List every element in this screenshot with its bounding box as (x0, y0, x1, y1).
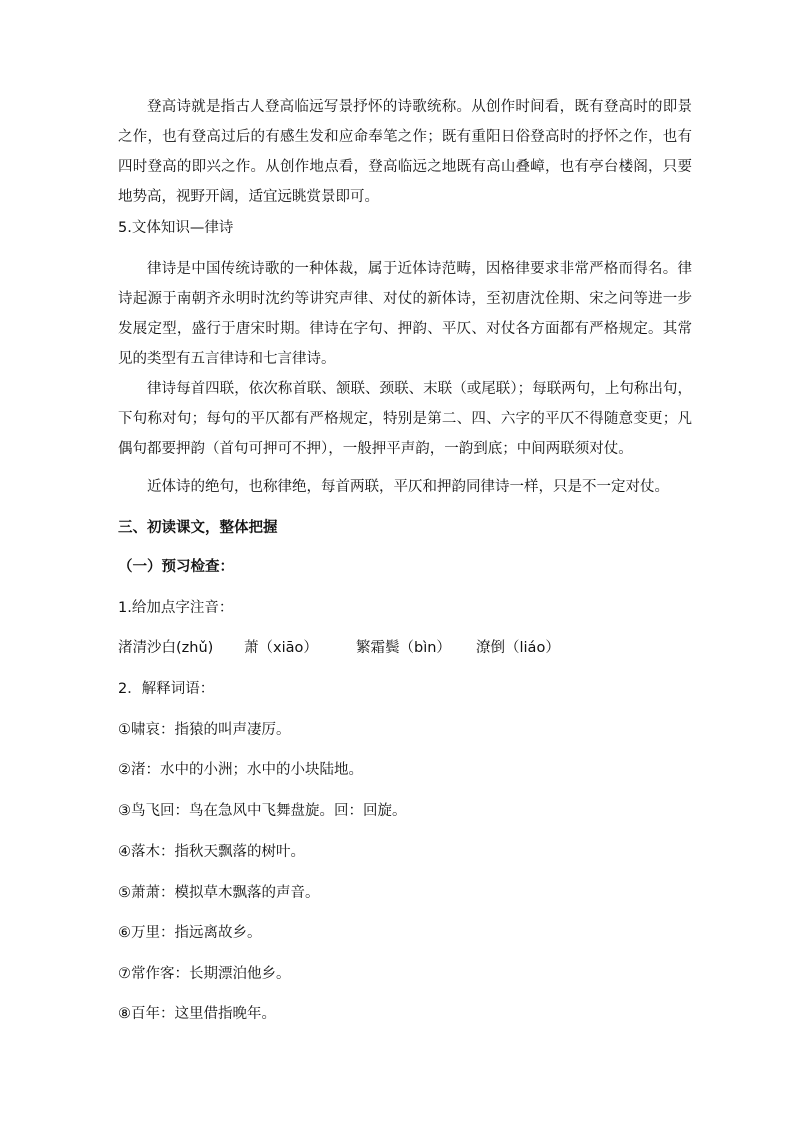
pinyin-item: 萧（xiāo） (244, 640, 318, 656)
definition-item: ⑤萧萧：模拟草木飘落的声音。 (118, 885, 320, 901)
definition-item: ⑥万里：指远离故乡。 (118, 925, 262, 941)
question-1-heading: 1.给加点字注音： (118, 600, 234, 616)
definition-item: ⑦常作客：长期漂泊他乡。 (118, 966, 291, 982)
pinyin-item: 渚清沙白(zhǔ) (118, 640, 214, 656)
intro-paragraph: 登高诗就是指古人登高临远写景抒怀的诗歌统称。从创作时间看，既有登高时的即景之作，也有登高过后的有感生发和应命奉笔之作；既有重阳日俗登高时的抒怀之作，也有四时登高的即兴之作。从创作地点看，登高临远之地既有高山叠嶂，也有亭台楼阁，只要地势高，视野开阔，适宜远眺赏景即可。 (118, 99, 692, 205)
lushi-paragraph-1: 律诗是中国传统诗歌的一种体裁，属于近体诗范畴，因格律要求非常严格而得名。律诗起源于南朝齐永明时沈约等讲究声律、对仗的新体诗，至初唐沈佺期、宋之问等进一步发展定型，盛行于唐宋时期。律诗在字句、押韵、平仄、对仗各方面都有严格规定。其常见的类型有五言律诗和七言律诗。 (118, 261, 692, 367)
definition-item: ①啸哀：指猿的叫声凄厉。 (118, 722, 291, 738)
lushi-paragraph-2: 律诗每首四联，依次称首联、颔联、颈联、末联（或尾联）；每联两句，上句称出句，下句称对句；每句的平仄都有严格规定，特别是第二、四、六字的平仄不得随意变更；凡偶句都要押韵（首句可押可不押），一般押平声韵，一韵到底；中间两联须对仗。 (118, 381, 692, 457)
pinyin-item: 潦倒（liáo） (476, 640, 560, 656)
question-2-heading: 2．解释词语： (118, 681, 215, 697)
pinyin-item: 繁霜鬓（bìn） (356, 640, 451, 656)
definition-item: ④落木：指秋天飘落的树叶。 (118, 844, 305, 860)
subsection-1-heading: （一）预习检查： (118, 559, 234, 575)
pinyin-row (118, 638, 718, 658)
section-3-heading: 三、初读课文，整体把握 (118, 520, 278, 536)
definition-item: ⑧百年：这里借指晚年。 (118, 1006, 276, 1022)
definition-item: ②渚：水中的小洲；水中的小块陆地。 (118, 762, 363, 778)
definition-item: ③鸟飞回：鸟在急风中飞舞盘旋。回：回旋。 (118, 803, 407, 819)
section-5-heading: 5.文体知识—律诗 (118, 220, 234, 236)
jueju-paragraph: 近体诗的绝句，也称律绝，每首两联，平仄和押韵同律诗一样，只是不一定对仗。 (147, 479, 669, 495)
